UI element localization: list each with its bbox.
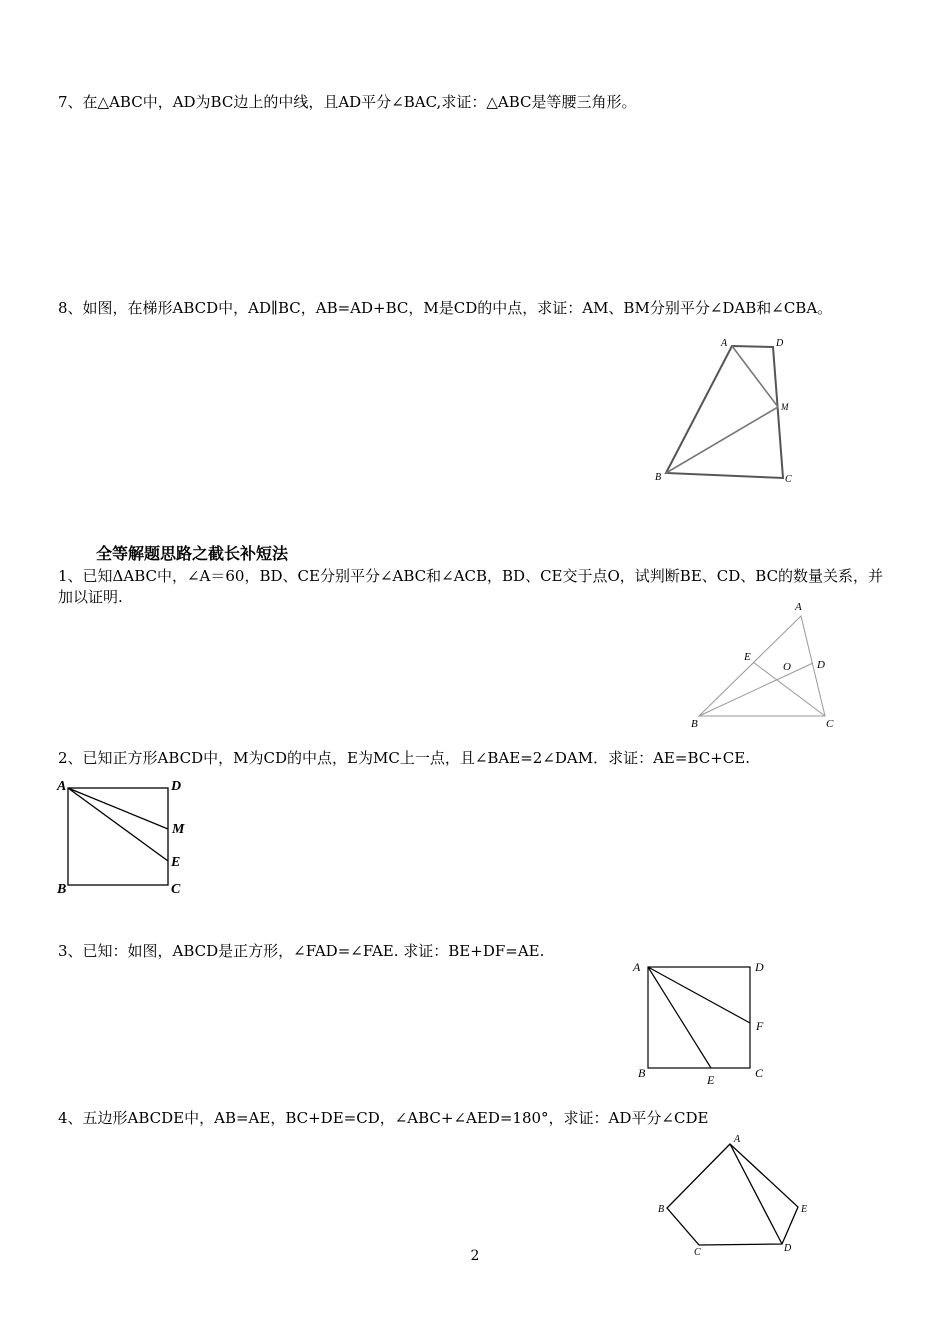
triangle-label-e: E [744,651,751,663]
problem-2-text: 2、已知正方形ABCD中，M为CD的中点，E为MC上一点，且∠BAE=2∠DAM．求证：AE=BC+CE. [58,749,750,767]
problem-4-text: 4、五边形ABCDE中，AB=AE，BC+DE=CD，∠ABC+∠AED=180°，求证：AD平分∠CDE [58,1109,709,1127]
triangle-label-b: B [691,718,698,730]
square2-label-a: A [633,960,641,974]
trapezoid-label-c: C [785,474,792,485]
square1-label-e: E [171,855,181,870]
pentagon-label-c: C [694,1247,701,1258]
trapezoid-figure [650,330,800,490]
triangle-label-d: D [817,659,825,671]
square2-label-d: D [755,960,764,974]
problem-3-text: 3、已知：如图，ABCD是正方形，∠FAD=∠FAE. 求证：BE+DF=AE. [58,942,545,960]
square1-label-c: C [171,882,181,897]
square1-label-m: M [172,822,185,837]
section-heading: 全等解题思路之截长补短法 [96,544,289,563]
triangle-label-c: C [826,718,834,730]
square1-label-d: D [171,779,182,794]
square2-label-f: F [756,1019,764,1033]
trapezoid-label-b: B [655,472,662,483]
square2-label-b: B [638,1066,646,1080]
page-number: 2 [470,1248,480,1264]
triangle-label-o: O [783,661,791,673]
triangle-figure [685,598,845,733]
square-figure-1 [52,772,202,902]
triangle-label-a: A [795,601,802,613]
trapezoid-label-m: M [781,402,789,412]
square2-label-c: C [755,1066,764,1080]
square-figure-2 [630,955,780,1090]
problem-8-text: 8、如图，在梯形ABCD中，AD∥BC，AB=AD+BC，M是CD的中点，求证：AM、BM分别平分∠DAB和∠CBA。 [58,299,833,317]
square1-label-a: A [57,779,67,794]
square1-label-b: B [57,882,67,897]
pentagon-label-e: E [801,1204,808,1215]
problem-1-text: 1、已知ΔABC中，∠A＝60，BD、CE分别平分∠ABC和∠ACB，BD、CE交于点O，试判断BE、CD、BC的数量关系，并加以证明. [58,567,884,606]
square2-label-e: E [707,1073,715,1087]
trapezoid-label-d: D [776,338,784,349]
pentagon-label-d: D [784,1243,792,1254]
pentagon-figure [655,1128,815,1258]
pentagon-label-a: A [734,1134,741,1145]
pentagon-label-b: B [658,1204,665,1215]
trapezoid-label-a: A [721,338,728,349]
problem-7-text: 7、在△ABC中，AD为BC边上的中线，且AD平分∠BAC,求证：△ABC是等腰三角形。 [58,93,637,111]
